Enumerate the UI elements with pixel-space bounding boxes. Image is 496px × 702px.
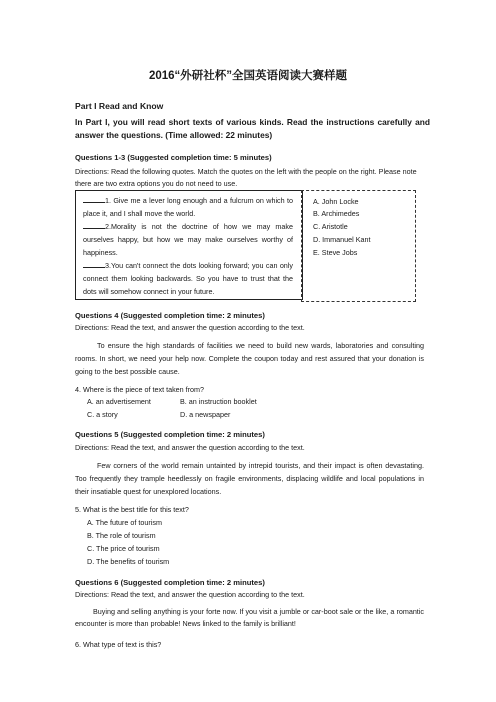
part-heading: Part I Read and Know <box>75 101 164 111</box>
quote-item-2: 2.Morality is not the doctrine of how we may make ourselves happy, but how we may make ourselves worthy of happiness. <box>83 222 293 257</box>
q5-option: B. The role of tourism <box>87 531 156 540</box>
q6-heading: Questions 6 (Suggested completion time: 2 minutes) <box>75 578 265 587</box>
q4-option: A. an advertisement <box>87 397 151 406</box>
q4-option: B. an instruction booklet <box>180 397 257 406</box>
people-box <box>301 190 416 302</box>
q5-directions: Directions: Read the text, and answer the question according to the text. <box>75 443 305 452</box>
q6-question: 6. What type of text is this? <box>75 640 162 649</box>
q1-3-directions: Directions: Read the following quotes. Match the quotes on the left with the people on the right. Please note there are two extra options you do not need to use. <box>75 167 417 188</box>
person-option: C. Aristotle <box>313 222 348 231</box>
q1-3-heading: Questions 1-3 (Suggested completion time: 5 minutes) <box>75 153 272 162</box>
q5-option: A. The future of tourism <box>87 518 162 527</box>
answer-blank[interactable] <box>83 195 105 203</box>
person-option: E. Steve Jobs <box>313 248 358 257</box>
person-option: B. Archimedes <box>313 209 360 218</box>
quote-item-3: 3.You can't connect the dots looking forward; you can only connect them looking backwards. So you have to trust that the dots will somehow connect in your future. <box>83 261 293 296</box>
answer-blank[interactable] <box>83 221 105 229</box>
q5-question: 5. What is the best title for this text? <box>75 505 189 514</box>
q5-heading: Questions 5 (Suggested completion time: 2 minutes) <box>75 430 265 439</box>
person-option: A. John Locke <box>313 197 359 206</box>
q5-option: C. The price of tourism <box>87 544 160 553</box>
q4-question: 4. Where is the piece of text taken from? <box>75 385 205 394</box>
person-option: D. Immanuel Kant <box>313 235 371 244</box>
part-intro: In Part I, you will read short texts of various kinds. Read the instructions carefully and answer the questions. (Time allowed: 22 minutes) <box>75 117 430 140</box>
q6-passage: Buying and selling anything is your forte now. If you visit a jumble or car-boot sale or the like, a romantic encounter is more than probable! News linked to the family is brilliant! <box>75 607 424 628</box>
q5-option: D. The benefits of tourism <box>87 557 170 566</box>
q4-option: C. a story <box>87 410 118 419</box>
page-title: 2016“外研社杯”全国英语阅读大赛样题 <box>148 70 348 82</box>
q4-directions: Directions: Read the text, and answer the question according to the text. <box>75 323 305 332</box>
q6-directions: Directions: Read the text, and answer the question according to the text. <box>75 590 305 599</box>
q4-passage: To ensure the high standards of facilities we need to build new wards, laboratories and consulting rooms. In short, we need your help now. Complete the coupon today and rest assured that your donation is going to the best possible cause. <box>75 341 424 376</box>
q4-heading: Questions 4 (Suggested completion time: 2 minutes) <box>75 311 265 320</box>
q5-passage: Few corners of the world remain untainted by intrepid tourists, and their impact is often devastating. Too frequently they trample heedlessly on fragile environments, displacing wildlife and local populations in their insatiable quest for unexplored locations. <box>75 461 424 496</box>
quote-item-1: 1. Give me a lever long enough and a fulcrum on which to place it, and I shall move the world. <box>83 196 293 218</box>
q4-option: D. a newspaper <box>180 410 231 419</box>
answer-blank[interactable] <box>83 260 105 268</box>
